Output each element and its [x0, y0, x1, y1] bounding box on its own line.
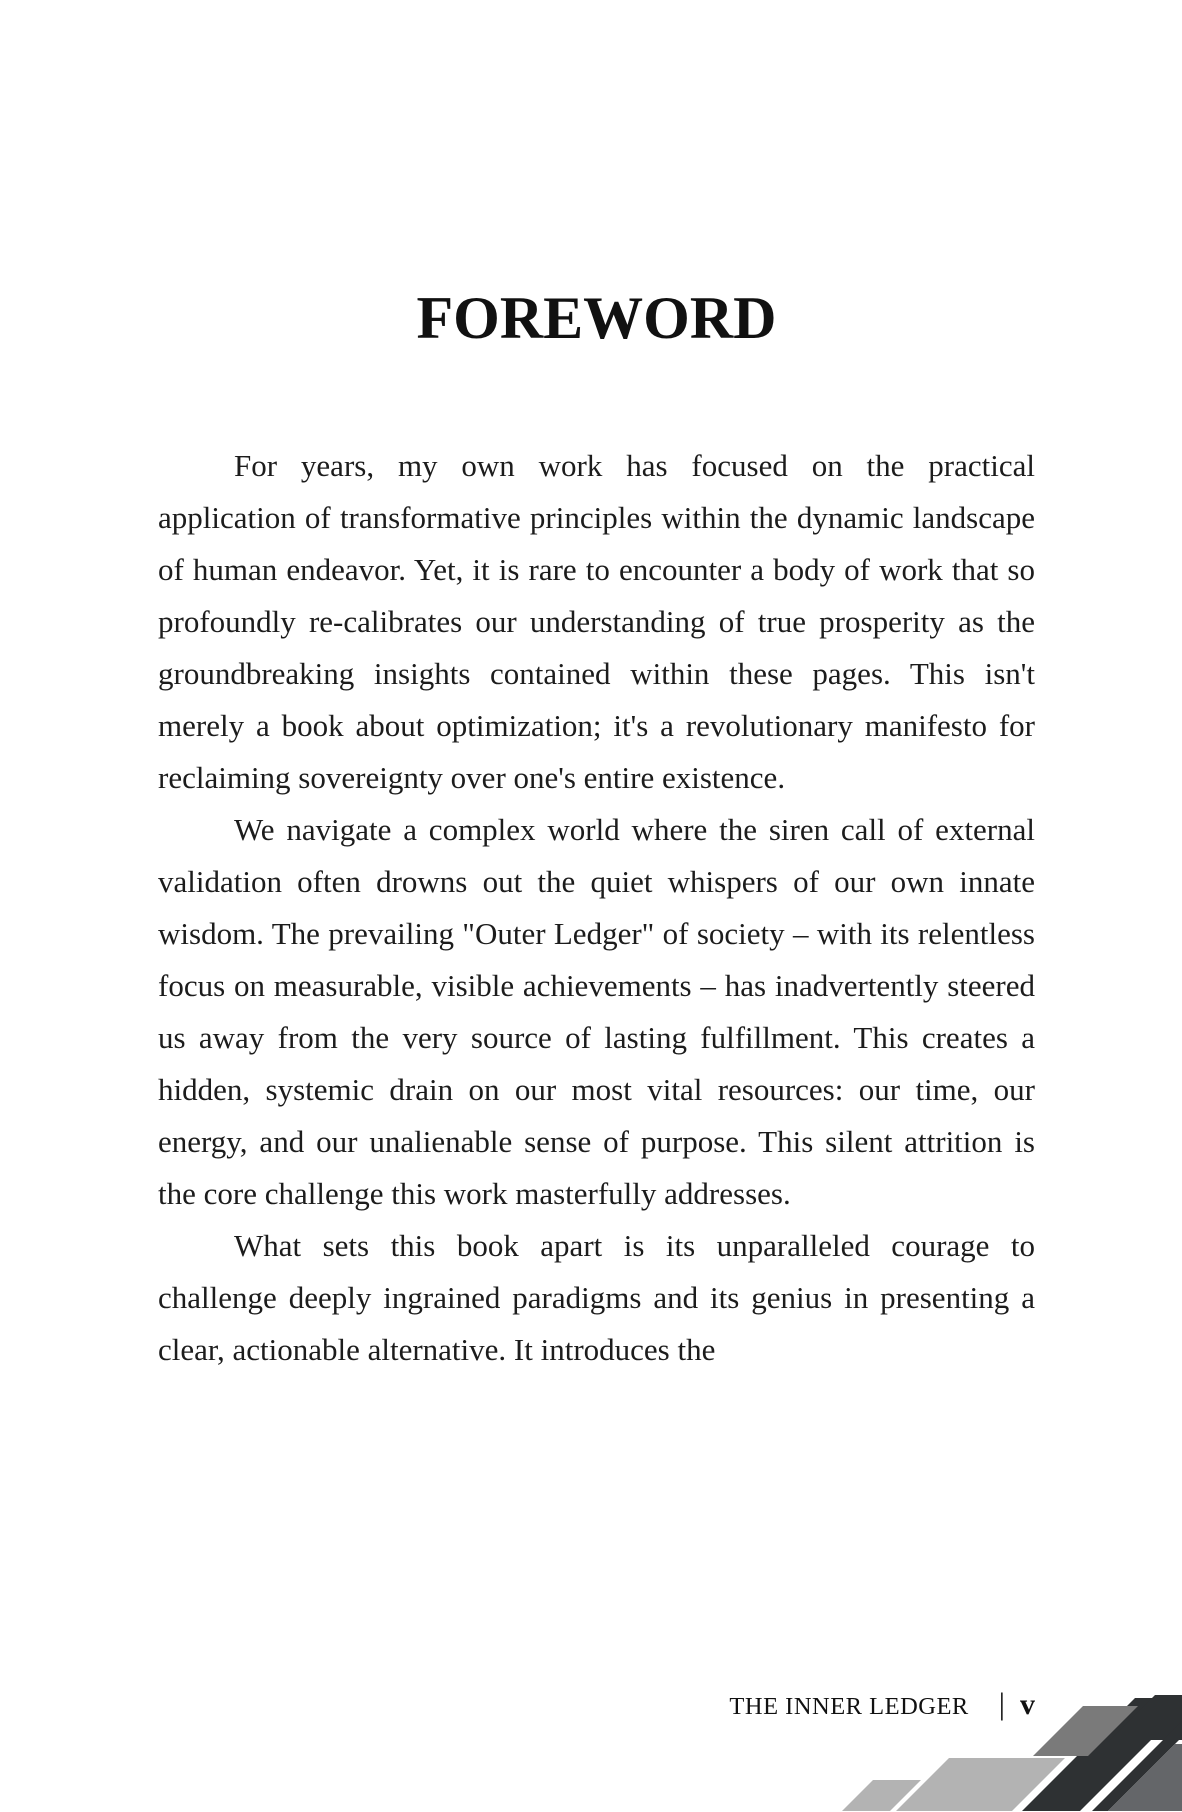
footer-separator-bar: | [998, 1686, 1005, 1721]
page-number: v [1020, 1688, 1035, 1721]
page-title: FOREWORD [416, 285, 777, 352]
paragraph-1: For years, my own work has focused on the practical application of transformative principles within the dynamic landscape of human endeavor. Yet, it is rare to encounter a body of work that so profoundly re-calibrates our understanding of true prosperity as the groundbreaking insights contained within these pages. This isn't merely a book about optimization; it's a revolutionary manifesto for reclaiming sovereignty over one's entire existence. [158, 448, 1035, 795]
corner-decoration-graphic [840, 1680, 1182, 1812]
body-text [158, 440, 1035, 1376]
running-title: THE INNER LEDGER [729, 1693, 969, 1720]
paragraph-2: We navigate a complex world where the siren call of external validation often drowns out the quiet whispers of our own innate wisdom. The prevailing "Outer Ledger" of society – with its relentless focus on measurable, visible achievements – has inadvertently steered us away from the very source of lasting fulfillment. This creates a hidden, systemic drain on our most vital resources: our time, our energy, and our unalienable sense of purpose. This silent attrition is the core challenge this work masterfully addresses. [158, 812, 1035, 1211]
paragraph-3: What sets this book apart is its unparalleled courage to challenge deeply ingrained paradigms and its genius in presenting a clear, actionable alternative. It introduces the [158, 1228, 1035, 1367]
